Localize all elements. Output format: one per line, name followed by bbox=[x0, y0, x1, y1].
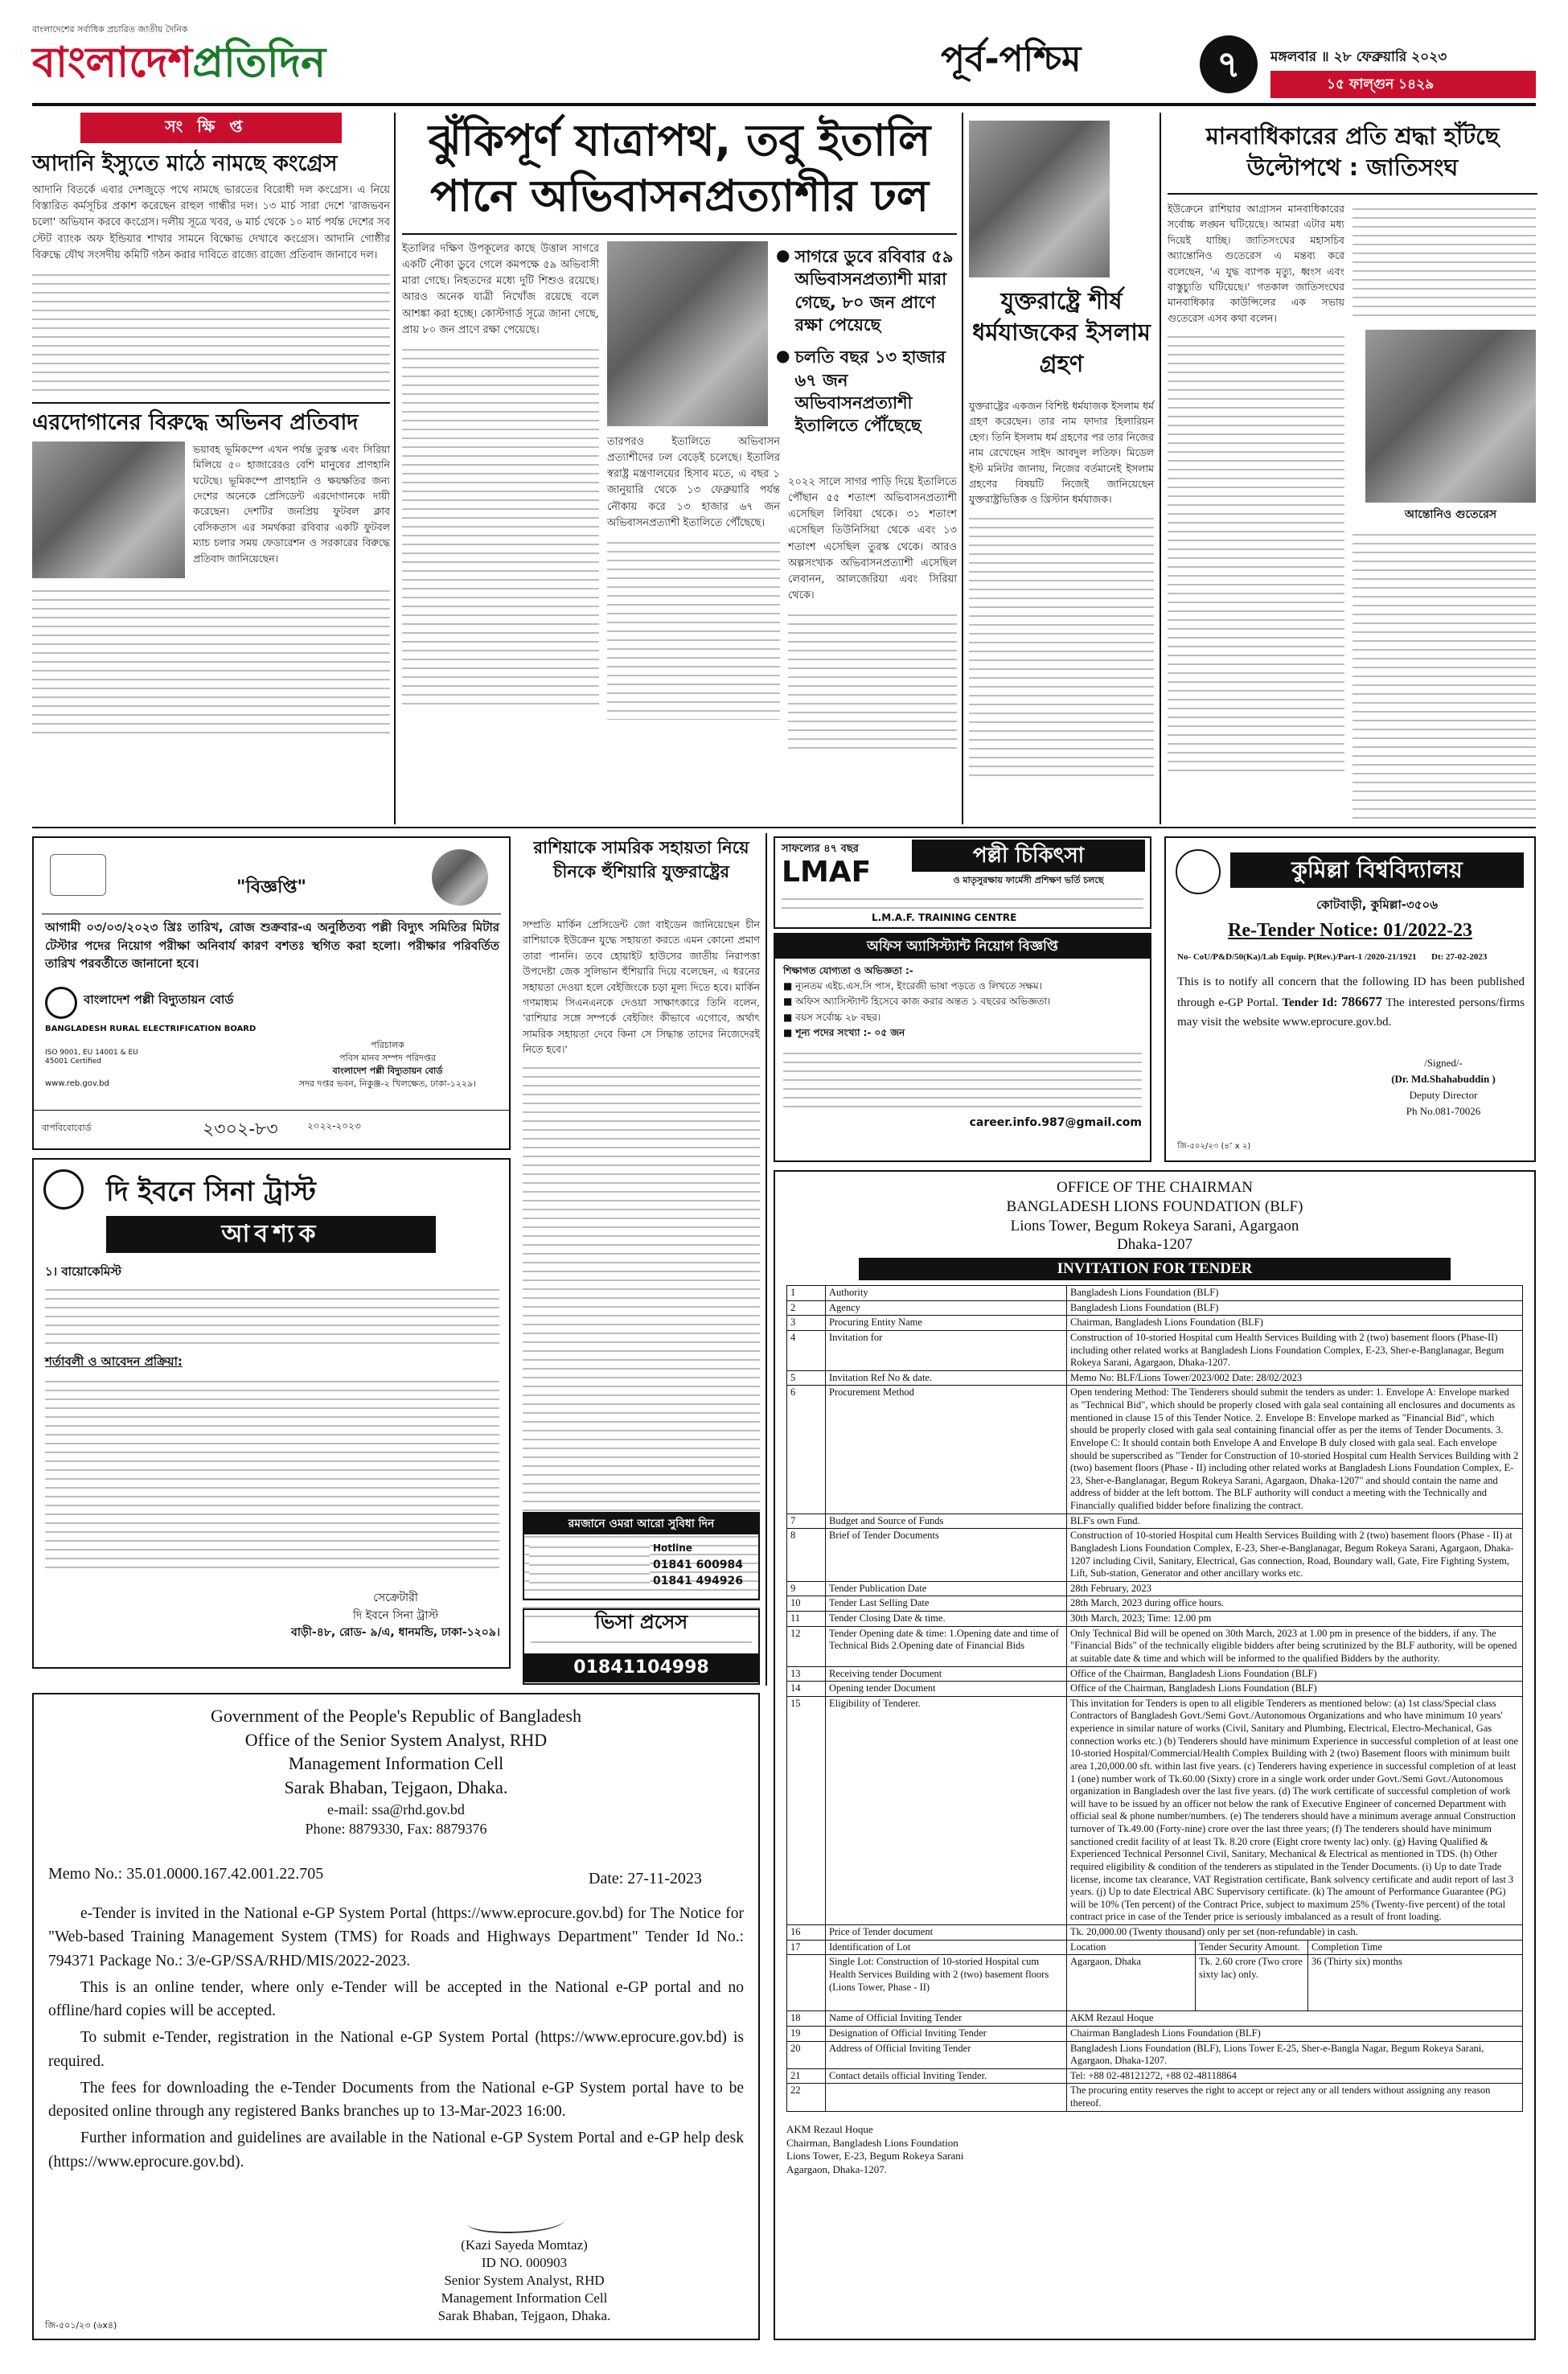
office-line: ■ শূন্য পদের সংখ্যা :- ০৫ জন bbox=[783, 1026, 905, 1038]
cou-ref: No- CoU/P&D/50(Ka)/Lab Equip. P(Rev.)/Part-1 /2020-21/1921 bbox=[1177, 952, 1417, 962]
ibnsina-title: দি ইবনে সিনা ট্রাস্ট bbox=[106, 1176, 316, 1208]
table-row bbox=[787, 2068, 1523, 2084]
lot-cell: Tk. 2.60 crore (Two crore sixty lac) only. bbox=[1196, 1955, 1308, 2011]
lead-headline bbox=[402, 113, 957, 224]
row-number: 17 bbox=[787, 1940, 826, 1955]
row-number: 6 bbox=[787, 1386, 826, 1514]
rhd-p4: The fees for downloading the e-Tender Documents from the National e-GP System portal have to be deposited online through any registered Banks branches up to 13-Mar-2023 16:00. bbox=[48, 2079, 744, 2120]
lot-header-cell: Identification of Lot bbox=[826, 1940, 1067, 1955]
cou-tender-ad bbox=[1164, 836, 1536, 1162]
row-value: Tk. 20,000.00 (Twenty thousand) only per set (non-refundable) in cash. bbox=[1067, 1925, 1523, 1941]
row-label: Invitation for bbox=[826, 1330, 1067, 1370]
row-label: Name of Official Inviting Tender bbox=[826, 2011, 1067, 2027]
row-number: 19 bbox=[787, 2026, 826, 2041]
row-value: The procuring entity reserves the right to accept or reject any or all tenders without assigning any reason thereof. bbox=[1067, 2084, 1523, 2111]
sign-name: পবিস মানব সম্পদ পরিদপ্তর bbox=[339, 1052, 436, 1063]
lmaf-center: L.M.A.F. TRAINING CENTRE bbox=[872, 912, 1017, 923]
rhd-footer: জি-৫০১/২৩ (৬x৪) bbox=[45, 2320, 117, 2331]
cou-body bbox=[1177, 973, 1525, 1032]
row-label: Opening tender Document bbox=[826, 1682, 1067, 1697]
column-rule-4 bbox=[766, 833, 767, 1686]
lead-text-b-continued bbox=[607, 535, 780, 720]
blf-sign1: AKM Rezaul Hoque bbox=[786, 2122, 873, 2135]
row-label: Designation of Official Inviting Tender bbox=[826, 2026, 1067, 2041]
row2-rule bbox=[32, 827, 1536, 828]
un-headline-line2: উল্টোপথে : জাতিসংঘ bbox=[1246, 154, 1459, 182]
tagline-text: বাংলাদেশের সর্বাধিক প্রচারিত জাতীয় দৈনিক bbox=[32, 24, 188, 35]
cleric-text: যুক্তরাষ্ট্রের একজন বিশিষ্ট ধর্মযাজক ইসলাম ধর্ম গ্রহণ করেছেন। তার নাম ফাদার হিলারিয়ন হেগ। তিনি ইসলাম ধর্ম গ্রহণের পর তার নিজের নাম রেখেছেন সাইদ আবদুল লতিফ। মিডেল ইস্ট মনিটর জানায়, নিজের বর্তমানেই ইসলাম গ্রহণের বিষয়টি নিজেই জানিয়েছেন যুক্তরাষ্ট্রভিত্তিক ও খ্রিস্টান ধর্মযাজক। bbox=[969, 400, 1154, 506]
row-value: Bangladesh Lions Foundation (BLF) bbox=[1067, 1286, 1523, 1301]
cou-role: Deputy Director bbox=[1409, 1089, 1478, 1102]
mujib-logo bbox=[50, 854, 106, 896]
table-row bbox=[787, 1626, 1523, 1666]
cou-body2: The interested persons/firms may visit the website www.eprocure.gov.bd. bbox=[1177, 996, 1525, 1029]
row-label: Procuring Entity Name bbox=[826, 1316, 1067, 1331]
cou-title: কুমিল্লা বিশ্ববিদ্যালয় bbox=[1230, 852, 1524, 888]
ibnsina-conditions bbox=[45, 1374, 499, 1575]
lot-header-cell: Tender Security Amount. bbox=[1196, 1940, 1308, 1955]
table-row bbox=[787, 1514, 1523, 1529]
table-row bbox=[787, 2084, 1523, 2111]
reb-logo-icon bbox=[45, 987, 77, 1019]
rhd-signature bbox=[371, 2236, 677, 2325]
blf-lot-table bbox=[786, 1940, 1523, 2012]
highlight-2 bbox=[776, 346, 957, 437]
office-details bbox=[783, 1045, 1142, 1111]
row-label: Contact details official Inviting Tender. bbox=[826, 2068, 1067, 2084]
rhd-sig5: Sarak Bhaban, Tejgaon, Dhaka. bbox=[437, 2308, 611, 2324]
column-rule-2 bbox=[962, 113, 963, 824]
lot-header-cell: Location bbox=[1067, 1940, 1196, 1955]
lead-col-c bbox=[788, 474, 957, 752]
ibnsina-sign1: সেক্রেটারী bbox=[373, 1592, 418, 1604]
row-value: Construction of 10-storied Hospital cum Health Services Building with 2 (two) basement floors (Phase - II) at Bangladesh Lions Foundation Complex, E-23, Sher-e-Banglanagar, Begum Rokeya Sarani, Agargaon, Dhaka-1207 including Civil, Sanitary, Electrical, Gas connection, Road, Boundary wall, Gate, Fire Fighting System, Lift, Sub-station, Generator and other ancillary works etc. bbox=[1067, 1529, 1523, 1582]
row-number: 8 bbox=[787, 1529, 826, 1582]
row-label: Receiving tender Document bbox=[826, 1666, 1067, 1682]
signature-scribble-icon bbox=[468, 2211, 564, 2233]
rhd-sig3: Senior System Analyst, RHD bbox=[444, 2273, 605, 2289]
page-number: ৭ bbox=[1217, 43, 1241, 86]
row-label: Address of Official Inviting Tender bbox=[826, 2041, 1067, 2068]
office-assistant-ad bbox=[774, 933, 1151, 1162]
cleric-photo bbox=[969, 121, 1110, 277]
story1-text: আদানি বিতর্কে এবার দেশজুড়ে পথে নামছে ভারতের বিরোধী দল কংগ্রেস। এ নিয়ে বিস্তারিত কর্মসূচির প্রকাশ করেছেন রাহুল গান্ধীর দল। ১৩ মার্চ সারা দেশে 'রাজভবন চলো' অভিযান করবে কংগ্রেস। দলীয় সূত্রে খবর, ৬ মার্চ থেকে ১০ মার্চ পর্যন্ত দেশের সব স্টেট ব্যাংক অফ ইন্ডিয়ার শাখার সামনে বিক্ষোভ দেখাবে কংগ্রেস। আদানি গোষ্ঠীর বিরুদ্ধে যৌথ সংসদীয় কমিটি গঠন করার দাবিতে রাজ্যে রাজ্যে প্রতিবাদ জানাবে দল। bbox=[32, 184, 390, 261]
migrant-boat-photo bbox=[607, 241, 768, 426]
guterres-photo bbox=[1365, 330, 1536, 503]
blf-sign3: Lions Tower, E-23, Begum Rokeya Sarani bbox=[786, 2150, 964, 2162]
rhd-phone: Phone: 8879330, Fax: 8879376 bbox=[305, 1821, 487, 1838]
rhd-email: e-mail: ssa@rhd.gov.bd bbox=[327, 1801, 465, 1817]
visa-title: ভিসা প্রসেস bbox=[594, 1611, 688, 1633]
rhd-line3: Management Information Cell bbox=[288, 1753, 504, 1774]
story2-text: ভয়াবহ ভূমিকম্পে এখন পর্যন্ত তুরস্ক এবং সিরিয়া মিলিয়ে ৫০ হাজারেরও বেশি মানুষের প্রাণহানি ঘটেছে। ভূমিকম্পে প্রাণহানি ও ক্ষয়ক্ষতির জন্য দেশের অনেকে প্রেসিডেন্ট এরদোগানকে দায়ী করেছেন। দেশটির জনপ্রিয় ফুটবল ক্লাব বেসিকতাস এর সমর্থকরা রবিবার একটি ফুটবল ম্যাচ চলার সময় ফেডারেশন ও সরকারের বিরুদ্ধে প্রতিবাদ জানিয়েছেন। bbox=[193, 442, 390, 565]
visa-details bbox=[531, 1634, 752, 1650]
ibnsina-ad bbox=[32, 1158, 511, 1669]
blf-h1: OFFICE OF THE CHAIRMAN bbox=[1056, 1179, 1254, 1196]
cou-date: Dt: 27-02-2023 bbox=[1431, 952, 1488, 962]
masthead-rule bbox=[32, 103, 1536, 106]
un-text: ইউক্রেনে রাশিয়ার আগ্রাসন মানবাধিকারের সর্বোচ্চ লঙ্ঘন ঘটিয়েছে। আমরা এটার মধ্য দিয়েই যাচ্ছি। জাতিসংঘের মহাসচিব অ্যান্তোনিও গুতেরেস এ মন্তব্য করে বলেছেন, 'এ যুদ্ধ ব্যাপক মৃত্যু, ধ্বংস এবং বাস্তুচ্যুতি ঘটিয়েছে।' গতকাল জাতিসংঘের মানবাধিকার কাউন্সিলের এক সভায় গুতেরেস এসব কথা বলেন। bbox=[1168, 203, 1344, 324]
office-line: ■ অফিস অ্যাসিস্ট্যান্ট হিসেবে কাজ করার অন্তত ১ বছরের অভিজ্ঞতা। bbox=[783, 996, 1051, 1008]
column-rule-3 bbox=[1160, 113, 1161, 824]
row-number: 4 bbox=[787, 1330, 826, 1370]
row-number: 20 bbox=[787, 2041, 826, 2068]
brief-label: সংক্ষিপ্ত bbox=[165, 116, 257, 136]
row-number: 10 bbox=[787, 1596, 826, 1612]
row-label: Tender Closing Date & time. bbox=[826, 1612, 1067, 1627]
umrah-phone1: 01841 600984 bbox=[653, 1559, 744, 1571]
table-row bbox=[787, 2041, 1523, 2068]
table-row bbox=[787, 1696, 1523, 1924]
row-label: Tender Publication Date bbox=[826, 1581, 1067, 1596]
un-col-a bbox=[1168, 201, 1344, 771]
lead-headline-line2: পানে অভিবাসনপ্রত্যাশীর ঢল bbox=[430, 170, 929, 222]
story1-title: আদানি ইস্যুতে মাঠে নামছে কংগ্রেস bbox=[32, 151, 338, 176]
rhd-p2: This is an online tender, where only e-Tender will be accepted in the National e-GP portal and no offline/hard copies will be accepted. bbox=[48, 1978, 744, 2019]
brief-divider bbox=[32, 402, 390, 404]
date-bangla-box bbox=[1270, 71, 1536, 98]
rhd-header bbox=[34, 1704, 758, 1838]
row-value: Memo No: BLF/Lions Tower/2023/002 Date: 28/02/2023 bbox=[1067, 1370, 1523, 1386]
blf-h3: Lions Tower, Begum Rokeya Sarani, Agargaon bbox=[1010, 1217, 1299, 1234]
highlight-2-text: চলতি বছর ১৩ হাজার ৬৭ জন অভিবাসনপ্রত্যাশী ইতালিতে পৌঁছেছে bbox=[794, 347, 946, 436]
table-row bbox=[787, 1955, 1523, 2011]
un-col-b-top bbox=[1353, 201, 1536, 322]
rhd-memo: Memo No.: 35.01.0000.167.42.001.22.705 bbox=[48, 1865, 324, 1883]
row-label: Agency bbox=[826, 1300, 1067, 1316]
lmaf-logo: LMAF bbox=[782, 856, 872, 889]
table-row bbox=[787, 1300, 1523, 1316]
rhd-sig2: ID NO. 000903 bbox=[481, 2255, 568, 2271]
ibnsina-sign3: বাড়ী-৪৮, রোড- ৯/এ, ধানমন্ডি, ঢাকা-১২০৯। bbox=[291, 1626, 500, 1640]
umrah-ad bbox=[523, 1512, 760, 1600]
row-number: 15 bbox=[787, 1696, 826, 1924]
logo-part-right: প্রতিদিন bbox=[192, 39, 326, 87]
reb-notice bbox=[32, 836, 511, 1150]
rhd-p3: To submit e-Tender, registration in the National e-GP System Portal (https://www.eprocure.gov.bd) is required. bbox=[48, 2029, 744, 2070]
blf-banner: INVITATION FOR TENDER bbox=[859, 1258, 1451, 1280]
row-label: Tender Last Selling Date bbox=[826, 1596, 1067, 1612]
row-number: 16 bbox=[787, 1925, 826, 1941]
hotline-label: Hotline bbox=[653, 1542, 692, 1554]
cou-signature bbox=[1359, 1055, 1528, 1120]
reb-footer-num: ২৩০২-৮৩ bbox=[203, 1119, 278, 1140]
row-number: 3 bbox=[787, 1316, 826, 1331]
row-value: Chairman Bangladesh Lions Foundation (BLF) bbox=[1067, 2026, 1523, 2041]
un-headline bbox=[1168, 121, 1537, 183]
reb-footer-left: বাপবিবোবোর্ড bbox=[42, 1123, 92, 1133]
blf-header bbox=[786, 1178, 1523, 1255]
rhd-p1: e-Tender is invited in the National e-GP System Portal (https://www.eprocure.gov.bd) for The Notice for "Web-based Training Management System (TMS) for Roads and Highways Department" Tender Id No.: 794371 Package No.: 3/e-GP/SSA/RHD/MIS/2022-2023. bbox=[48, 1905, 744, 1969]
cou-footer: জি-৫০২/২৩ (৪″ x ২) bbox=[1177, 1142, 1251, 1151]
row-label: Invitation Ref No & date. bbox=[826, 1370, 1067, 1386]
row-value: BLF's own Fund. bbox=[1067, 1514, 1523, 1529]
cou-signed: /Signed/- bbox=[1424, 1057, 1463, 1069]
lmaf-title: পল্লী চিকিৎসা bbox=[912, 840, 1145, 872]
highlight-1 bbox=[776, 245, 957, 336]
blf-table-2 bbox=[786, 2011, 1523, 2111]
reb-web: www.reb.gov.bd bbox=[45, 1079, 109, 1088]
lead-text-c: ২০২২ সালে সাগর পাড়ি দিয়ে ইতালিতে পৌঁছান ৫৫ শতাংশ অভিবাসনপ্রত্যাশী এসেছিল লিবিয়া থেকে। ৩১ শতাংশ এসেছিল তিউনিসিয়া থেকে এবং ১৩ শতাংশ এসেছিল তুরস্ক থেকে। আরও অল্পসংখ্যক অভিবাসনপ্রত্যাশী এসেছিল লেবানন, আলজেরিয়া এবং সিরিয়া থেকে। bbox=[788, 476, 957, 602]
table-row bbox=[787, 1596, 1523, 1612]
office-title: অফিস অ্যাসিস্ট্যান্ট নিয়োগ বিজ্ঞপ্তি bbox=[775, 934, 1150, 959]
row-number: 14 bbox=[787, 1682, 826, 1697]
rhd-p5: Further information and guidelines are available in the National e-GP System Portal and e-GP help desk (https://www.eprocure.gov.bd). bbox=[48, 2130, 744, 2171]
photo-caption: আন্তোনিও গুতেরেস bbox=[1404, 508, 1497, 521]
lot-header-cell: Completion Time bbox=[1308, 1940, 1523, 1955]
row-number: 21 bbox=[787, 2068, 826, 2084]
lot-cell: Single Lot: Construction of 10-storied Hospital cum Health Services Building with 2 (two) basement floors (Lions Tower, Phase - II) bbox=[826, 1955, 1067, 2011]
blf-h4: Dhaka-1207 bbox=[1117, 1236, 1192, 1254]
brief-label-box bbox=[80, 113, 342, 143]
university-logo-icon bbox=[1176, 849, 1221, 894]
date-gregorian: মঙ্গলবার ॥ ২৮ ফেব্রুয়ারি ২০২৩ bbox=[1270, 49, 1447, 65]
table-row bbox=[787, 1286, 1523, 1301]
section-title: পূর্ব-পশ্চিম bbox=[941, 39, 1082, 80]
lead-text-a: ইতালির দক্ষিণ উপকূলের কাছে উত্তাল সাগরে একটি নৌকা ডুবে গেলে কমপক্ষে ৫৯ অভিবাসী মারা গেছে। নিহতদের মধ্যে দুটি শিশুও রয়েছে। আরও অনেক যাত্রী নিখোঁজ রয়েছে বলে আশঙ্কা করা হচ্ছে। কোস্টগার্ড সূত্রে জানা গেছে, প্রায় ৮০ জন প্রাণে রক্ষা পেয়েছে। bbox=[402, 243, 599, 336]
lead-rule bbox=[402, 233, 957, 235]
ibnsina-signature bbox=[291, 1590, 500, 1642]
table-row bbox=[787, 1666, 1523, 1682]
ibnsina-post: ১। বায়োকেমিস্ট bbox=[45, 1264, 121, 1279]
table-row bbox=[787, 1330, 1523, 1370]
rhd-tender-ad bbox=[32, 1693, 760, 2340]
rhd-sig4: Management Information Cell bbox=[441, 2290, 608, 2306]
row-number: 11 bbox=[787, 1612, 826, 1627]
row-value: Bangladesh Lions Foundation (BLF) bbox=[1067, 1300, 1523, 1316]
office-lines bbox=[775, 959, 1150, 1045]
sign-role: পরিচালক bbox=[371, 1040, 404, 1050]
lead-text-b: তারপরও ইতালিতে অভিবাসন প্রত্যাশীদের ঢল বেড়েই চলেছে। ইতালির স্বরাষ্ট্র মন্ত্রণালয়ের হিসাব মতে, এ বছর ১ জানুয়ারি থেকে ১৩ ফেব্রুয়ারি পর্যন্ত নৌকায় করে ১৩ হাজার ৬৭ জন অভিবাসনপ্রত্যাশী ইতালিতে পৌঁছেছে। bbox=[607, 436, 780, 529]
lead-headline-line1: ঝুঁকিপূর্ণ যাত্রাপথ, তবু ইতালি bbox=[428, 115, 931, 166]
brief-section bbox=[32, 113, 390, 824]
bullet-dot-icon: ● bbox=[776, 346, 790, 366]
date-bangla: ১৫ ফাল্গুন ১৪২৯ bbox=[1327, 76, 1435, 92]
row-value: Bangladesh Lions Foundation (BLF), Lions Tower E-25, Sher-e-Bangla Nagar, Begum Rokeya Sarani, Agargaon, Dhaka-1207. bbox=[1067, 2041, 1523, 2068]
lmaf-subtitle: ও মাতৃসুরক্ষায় ফার্মেসী প্রশিক্ষণ ভর্তি চলছে bbox=[953, 875, 1104, 885]
china-text: সম্প্রতি মার্কিন প্রেসিডেন্ট জো বাইডেন জানিয়েছেন চীন রাশিয়াকে ইউক্রেন যুদ্ধে সহায়তা করতে এমন কোনো প্রমাণ তারা পাননি। তবে হোয়াইট হাউসের জাতীয় নিরাপত্তা উপদেষ্টা জেক সুলিভান হুঁশিয়ারি দিয়ে বলেছেন, এ ধরনের সহায়তা দেওয়া হলে বেইজিংকে চড়া মূল্য দিতে হবে। মার্কিন গণমাধ্যম সিএনএনকে দেওয়া সাক্ষাৎকারে তিনি বলেন, 'রাশিয়ার সঙ্গে সম্পর্কে বেইজিং কীভাবে এগোবে, অর্থাৎ সামরিক সহায়তা দেবে কিনা সে সিদ্ধান্ত তাদের নিজেদেরই নিতে হবে।' bbox=[523, 918, 760, 1055]
row-value: Construction of 10-storied Hospital cum Health Services Building with 2 (two) basement floors (Phase-II) including other related works at Bangladesh Lions Foundation Complex, E-23, Sher-e-Banglanagar, Begum Rokeya Sarani, Agargaon, Dhaka-1207. bbox=[1067, 1330, 1523, 1370]
row-value: 28th March, 2023 during office hours. bbox=[1067, 1596, 1523, 1612]
row-label: Tender Opening date & time: 1.Opening date and time of Technical Bids 2.Opening date of Financial Bids bbox=[826, 1626, 1067, 1666]
lead-text-a-continued bbox=[402, 342, 599, 712]
rhd-date: Date: 27-11-2023 bbox=[589, 1870, 702, 1887]
rhd-line4: Sarak Bhaban, Tejgaon, Dhaka. bbox=[284, 1777, 508, 1798]
office-line: ■ ন্যূনতম এইচ.এস.সি পাস, ইংরেজী ভাষা পড়তে ও লিখতে সক্ষম। bbox=[783, 980, 1042, 992]
reb-footer-rule bbox=[34, 1110, 509, 1111]
sign-addr: সদর দপ্তর ভবন, নিকুঞ্জ-২ খিলক্ষেত, ঢাকা-১২২৯। bbox=[298, 1078, 477, 1089]
row-label: Eligibility of Tenderer. bbox=[826, 1696, 1067, 1924]
row-value: This invitation for Tenders is open to all eligible Tenderers as mentioned below: (a) 1st class/Special class Contractors of Bangladesh Govt./Semi Govt./Autonomous Organizations and who have minimum 10 years' experience in similar nature of works (Civil, Sanitary and Plumbing, Electrical, Electro-Mechanical, Gas connection works etc.) (b) Tenderers should have minimum Experience in successful completion of at least one 10-storied Hospital/Commercial/Health Complex Building with 2 (two) Basement floors with minimum built area 1,20,000.00 sft. within last five years. (c) Tenderers having experience in successful completion of at least 1 (one) number work of Tk.60.00 (Sixty) crore in a single work order under Govt./Semi Govt./Autonomous organization in Bangladesh over the last five years. (d) The work certificate of successful completion of work will have to be issued by an officer not below the rank of Executive Engineer of concerned Department with official seal & phone number/numbers. (e) The tenderers should have a minimum average annual Construction turnover of Tk.49.00 (Forty-nine) crore over the last three years; (f) The tenderers should have minimum sanctioned credit facility of at least Tk. 8.20 crore (Eight crore twenty lac) only. (g) Having Qualified & Experienced Technical Personnel Civil, Sanitary, Mechanical & Electrical as mentioned in TDS. (h) Other required eligibility & condition of the tenderers as stipulated in the Tender Documents. (i) Up to date Trade license, income tax clearance, VAT Registration certificate, Bank solvency certificate and audit report of last 3 years. (j) Up to date Electrical ABC Supervisory certificate. (k) The amount of Performance Guarantee (PG) will be 10% (Ten percent) of the Contract Price, subject to maximum 25% (Twenty-five percent) of the total contract price in case of the Tender price is seriously imbalanced as a result of front loading. bbox=[1067, 1696, 1523, 1924]
highlight-1-text: সাগরে ডুবে রবিবার ৫৯ অভিবাসনপ্রত্যাশী মারা গেছে, ৮০ জন প্রাণে রক্ষা পেয়েছে bbox=[794, 247, 954, 335]
row-number: 2 bbox=[787, 1300, 826, 1316]
cleric-text-continued bbox=[969, 511, 1154, 776]
row-value: Only Technical Bid will be opened on 30th March, 2023 at 1.00 pm in presence of the bidders, if any. The "Financial Bids" of the technically eligible bidders after being scrutinized by the BLF authority, will be opened at suitable date & time and which will be informed to the qualified Bidders by the authority. bbox=[1067, 1626, 1523, 1666]
un-text-continued bbox=[1168, 329, 1344, 771]
protest-photo bbox=[32, 442, 185, 578]
reb-signature bbox=[275, 1039, 500, 1090]
sign-org: বাংলাদেশ পল্লী বিদ্যুতায়ন বোর্ড bbox=[332, 1065, 443, 1076]
row-value: 28th February, 2023 bbox=[1067, 1581, 1523, 1596]
table-row bbox=[787, 1386, 1523, 1514]
row-number: 18 bbox=[787, 2011, 826, 2027]
un-col-b-bottom bbox=[1353, 527, 1536, 820]
un-rule bbox=[1168, 193, 1537, 195]
page-number-badge bbox=[1200, 35, 1258, 93]
lead-text-c-continued bbox=[788, 607, 957, 752]
cou-subtitle: কোটবাড়ী, কুমিল্লা-৩৫০৬ bbox=[1316, 897, 1439, 912]
cou-notice: Re-Tender Notice: 01/2022-23 bbox=[1228, 920, 1472, 941]
rhd-sig1: (Kazi Sayeda Momtaz) bbox=[461, 2237, 588, 2253]
reb-text: আগামী ০৩/০৩/২০২৩ খ্রিঃ তারিখ, রোজ শুক্রবার-এ অনুষ্ঠিতব্য পল্লী বিদ্যুৎ সমিতির মিটার টেস্টার পদের নিয়োগ পরীক্ষা অনিবার্য কারণ বশতঃ স্থগিত করা হলো। পরীক্ষার পরিবর্তিত তারিখ পরবর্তীতে জানানো হবে। bbox=[45, 920, 499, 971]
row-value: Tel: +88 02-48121272, +88 02-48118864 bbox=[1067, 2068, 1523, 2084]
row-number: 5 bbox=[787, 1370, 826, 1386]
table-row bbox=[787, 1925, 1523, 1941]
row-label: Price of Tender document bbox=[826, 1925, 1067, 1941]
rhd-line2: Office of the Senior System Analyst, RHD bbox=[244, 1729, 548, 1750]
row-value: Chairman, Bangladesh Lions Foundation (BLF) bbox=[1067, 1316, 1523, 1331]
lmaf-ad bbox=[774, 836, 1151, 929]
row-number: 9 bbox=[787, 1581, 826, 1596]
cou-name: (Dr. Md.Shahabuddin ) bbox=[1391, 1073, 1496, 1086]
china-headline: রাশিয়াকে সামরিক সহায়তা নিয়ে চীনকে হুঁশিয়ারি যুক্তরাষ্ট্রের bbox=[533, 838, 749, 881]
lead-col-a bbox=[402, 241, 599, 712]
table-row bbox=[787, 2011, 1523, 2027]
row-label: Budget and Source of Funds bbox=[826, 1514, 1067, 1529]
ibnsina-banner: আবশ্যক bbox=[106, 1216, 436, 1253]
cou-tender-id: 786677 bbox=[1341, 994, 1382, 1010]
table-row bbox=[787, 2026, 1523, 2041]
cleric-headline: যুক্তরাষ্ট্রে শীর্ষ ধর্মযাজকের ইসলাম গ্রহণ bbox=[972, 287, 1151, 378]
photo-caption-box bbox=[1365, 505, 1536, 524]
row-number: 12 bbox=[787, 1626, 826, 1666]
row-label: Authority bbox=[826, 1286, 1067, 1301]
visa-phone: 01841104998 bbox=[524, 1653, 758, 1682]
lead-col-b bbox=[607, 434, 780, 720]
office-line: শিক্ষাগত যোগ্যতা ও অভিজ্ঞতা :- bbox=[783, 965, 913, 976]
bullet-dot-icon: ● bbox=[776, 245, 790, 265]
blf-sign4: Agargaon, Dhaka-1207. bbox=[786, 2163, 888, 2176]
row-number: 1 bbox=[787, 1286, 826, 1301]
reb-org-bn: বাংলাদেশ পল্লী বিদ্যুতায়ন বোর্ড bbox=[84, 992, 234, 1007]
story2-body bbox=[32, 442, 390, 578]
lot-cell: Agargaon, Dhaka bbox=[1067, 1955, 1196, 2011]
logo-part-left: বাংলাদেশ bbox=[32, 39, 193, 87]
umrah-title: রমজানে ওমরা আরো সুবিধা দিন bbox=[524, 1514, 758, 1534]
cleric-body bbox=[969, 398, 1154, 776]
blf-table bbox=[786, 1285, 1523, 1941]
un-headline-line1: মানবাধিকারের প্রতি শ্রদ্ধা হাঁটছে bbox=[1205, 122, 1500, 150]
rhd-line1: Government of the People's Republic of Bangladesh bbox=[211, 1706, 581, 1726]
lmaf-details bbox=[782, 891, 1143, 909]
umrah-phone2: 01841 494926 bbox=[653, 1575, 744, 1587]
office-contact: career.info.987@gmail.com bbox=[969, 1115, 1142, 1129]
row-number bbox=[787, 1955, 826, 2011]
row-value: Office of the Chairman, Bangladesh Lions Foundation (BLF) bbox=[1067, 1666, 1523, 1682]
lot-cell: 36 (Thirty six) months bbox=[1308, 1955, 1523, 2011]
row-number: 7 bbox=[787, 1514, 826, 1529]
table-row bbox=[787, 1940, 1523, 1955]
row-number: 13 bbox=[787, 1666, 826, 1682]
reb-title: "বিজ্ঞপ্তি" bbox=[236, 877, 306, 897]
cou-body1: This is to notify all concern that the following ID has been published through e-GP Portal. bbox=[1177, 975, 1525, 1010]
reb-footer-year: ২০২২-২০২৩ bbox=[307, 1120, 361, 1132]
row-label bbox=[826, 2084, 1067, 2111]
row-label: Brief of Tender Documents bbox=[826, 1529, 1067, 1582]
reb-iso: ISO 9001, EU 14001 & EU 45001 Certified bbox=[45, 1049, 138, 1066]
ibnsina-post-details bbox=[45, 1282, 499, 1345]
ibnsina-logo-icon bbox=[43, 1169, 84, 1210]
table-row bbox=[787, 1370, 1523, 1386]
table-row bbox=[787, 1529, 1523, 1582]
blf-tender-ad bbox=[774, 1170, 1536, 2340]
row-value: Open tendering Method: The Tenderers should submit the tenders as under: 1. Envelope A: Envelope marked as "Technical Bid", which should be properly closed with gala seal containing all enclosures and documents as mentioned in clause 15 of this Tender Notice. 2. Envelope B: Envelope marked as "Financial Bid", which should be properly closed with gala seal containing financial offer as per the items of Tender Documents. 3. Envelope C: It should contain both Envelope A and Envelope B duly closed with gala seal. Each envelope should be superscribed as "Tender for Construction of 10-storied Hospital cum Health Services Building with 2 (two) basement floors (Phase - II) including other related works at Bangladesh Lions Foundation Complex, E-23, Sher-e-Banglanagar, Begum Rokeya Sarani, Agargaon, Dhaka-1207" and should contain the name and address of bidder at the left bottom. The BLF authority will conduct a meeting with the Technically and Financially qualified bidder before finalizing the contract. bbox=[1067, 1386, 1523, 1514]
table-row bbox=[787, 1581, 1523, 1596]
table-row bbox=[787, 1612, 1523, 1627]
cou-phone: Ph No.081-70026 bbox=[1406, 1105, 1481, 1118]
lead-highlights bbox=[776, 245, 957, 437]
ibnsina-sec2: শর্তাবলী ও আবেদন প্রক্রিয়া: bbox=[45, 1354, 183, 1369]
ibnsina-sign2: দি ইবনে সিনা ট্রাস্ট bbox=[352, 1608, 439, 1622]
umrah-details bbox=[529, 1539, 650, 1587]
story2-title: এরদোগানের বিরুদ্ধে অভিনব প্রতিবাদ bbox=[32, 409, 359, 435]
row-value: 30th March, 2023; Time: 12.00 pm bbox=[1067, 1612, 1523, 1627]
portrait-logo bbox=[432, 849, 488, 906]
blf-signature bbox=[786, 2123, 1523, 2178]
column-rule-1 bbox=[394, 113, 396, 824]
lmaf-top: সাফল্যের ৪৭ বছর bbox=[782, 843, 859, 855]
table-row bbox=[787, 1682, 1523, 1697]
rhd-body bbox=[48, 1902, 744, 2174]
row-label: Procurement Method bbox=[826, 1386, 1067, 1514]
masthead-tagline bbox=[32, 23, 306, 38]
row-value: AKM Rezaul Hoque bbox=[1067, 2011, 1523, 2027]
blf-sign2: Chairman, Bangladesh Lions Foundation bbox=[786, 2136, 958, 2149]
visa-ad bbox=[523, 1608, 760, 1685]
table-row bbox=[787, 1316, 1523, 1331]
story2-text-continued bbox=[32, 583, 390, 736]
office-line: ■ বয়স সর্বোচ্চ ২৮ বছর। bbox=[783, 1011, 881, 1023]
reb-org-en: BANGLADESH RURAL ELECTRIFICATION BOARD bbox=[45, 1025, 257, 1033]
cou-tender-label: Tender Id: bbox=[1282, 996, 1338, 1010]
row-value: Office of the Chairman, Bangladesh Lions Foundation (BLF) bbox=[1067, 1682, 1523, 1697]
row-number: 22 bbox=[787, 2084, 826, 2111]
paper-logo bbox=[32, 39, 326, 87]
blf-h2: BANGLADESH LIONS FOUNDATION (BLF) bbox=[1006, 1197, 1303, 1215]
story1-text-continued bbox=[32, 267, 390, 396]
